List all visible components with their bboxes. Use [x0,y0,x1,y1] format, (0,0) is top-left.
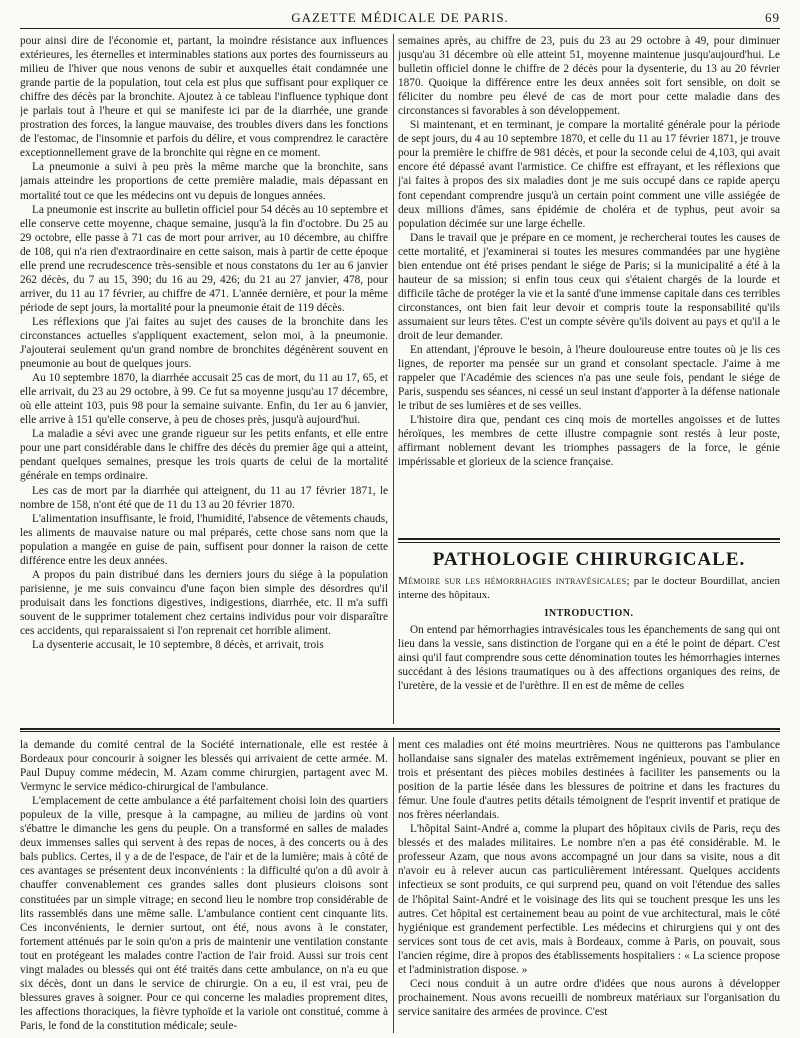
running-head [20,8,780,29]
paragraph: L'hôpital Saint-André a, comme la plupart des hôpitaux civils de Paris, reçu des blessés et des malades militaires. Le nombre n'en a pas été considérable. M. le professeur Azam, que nous avons accompagné un jour dans sa visite, nous a dit n'avoir eu à relever aucun cas particulièrement intéressant. Quelques accidents infectieux se sont produits, ce qui surprend peu, quand on voit l'étendue des salles de l'hôpital Saint-André et le voisinage des lits qui se touchent presque les uns les autres. Cet hôpital est certainement beau au point de vue architectural, mais le côté hygiénique est grandement perfectible. Les médecins et chirurgiens qui y ont des services sont tous de cet avis, mais à Bordeaux, comme à Paris, on pouvait, sous l'ancien régime, dire à propos des établissements hospitaliers : « La science propose et l'administration dispose. » [398,823,780,976]
section-divider [20,728,780,730]
journal-title: GAZETTE MÉDICALE DE PARIS. [291,10,509,25]
paragraph: Les cas de mort par la diarrhée qui atteignent, du 11 au 17 février 1871, le nombre de 158, n'ont été que de 11 du 13 au 20 février 1870. [20,484,388,511]
paragraph: pour ainsi dire de l'économie et, partant, la moindre résistance aux influences extérieures, les éternelles et interminables stations aux portes des fournisseurs au milieu de l'hiver que nous venons de subir et auxquelles était condamnée une grande partie de la population, tout cela est plus que suffisant pour expliquer ce chiffre des décès par la bronchite. Ajoutez à ce tableau l'influence typhique dont je parlais tout à l'heure et qui se manifeste ici par de la diarrhée, une grande prostration des forces, la langue mauvaise, des troubles divers dans les fonctions de l'estomac, de l'insomnie et parfois du délire, et vous comprendrez le caractère exceptionnellement grave de la bronchite qui règne en ce moment. [20,35,388,160]
paragraph: L'alimentation insuffisante, le froid, l'humidité, l'absence de vêtements chauds, les aliments de mauvaise nature ou mal préparés, cette chose sans nom que la population a mangée en guise de pain, suffisent pour donner la raison de cette différence entre les deux années. [20,512,388,567]
paragraph: Au 10 septembre 1870, la diarrhée accusait 25 cas de mort, du 11 au 17, 65, et elle arrivait, du 23 au 29 octobre, à 99. Ce fut sa moyenne jusqu'au 17 décembre, où elle atteint 103, puis 98 pour la semaine suivante. Enfin, du 1er au 6 janvier, elle arrive à 151 qu'elle conserve, à peu de choses près, jusqu'à aujourd'hui. [20,372,388,427]
paragraph: Si maintenant, et en terminant, je compare la mortalité générale pour la période de sept jours, du 4 au 10 septembre 1870, et celle du 11 au 17 février 1871, je trouve pour la première le chiffre de 981 décès, et pour la seconde celui de 4,103, qui avait encore été dépassé avant l'armistice. Ce chiffre est effrayant, et les réflexions que j'ai faites à propos des six maladies dont je me suis occupé dans ce rapide aperçu font cependant comprendre jusqu'à un certain point comment une ville assiégée de deux millions d'âmes, sans épidémie de choléra et de typhus, peut avoir sa population décimée sur une large échelle. [398,119,780,230]
section-heading: PATHOLOGIE CHIRURGICALE. [432,549,746,570]
column-rule-bottom [393,737,394,1033]
paragraph: En attendant, j'éprouve le besoin, à l'heure douloureuse entre toutes où je lis ces lignes, de reporter ma pensée sur un grand et consolant spectacle. J'aime à me rappeler que l'Académie des sciences n'a pas une seule fois, pendant le siége de Paris, suspendu ses séances, ni cessé un seul instant d'apporter à la défense nationale le tribut de ses lumières et de ses veilles. [398,344,780,413]
introduction-heading: INTRODUCTION. [544,608,634,619]
paragraph: ment ces maladies ont été moins meurtrières. Nous ne quitterons pas l'ambulance hollandaise sans signaler des matelas extrêmement ingénieux, pouvant se plier en trois et présentant des pièces mobiles destinées à faciliter les pansements ou la position de la partie lésée dans les blessures de poitrine et dans les fractures du fémur. Une foule d'autres petits détails témoignent de l'esprit inventif et pratique de nos frères néerlandais. [398,739,780,822]
paragraph: L'emplacement de cette ambulance a été parfaitement choisi loin des quartiers populeux de la ville, presque à la campagne, au milieu de jardins où vont s'ébattre le dimanche les gens du peuple. On a transformé en salles de malades deux immenses salles qui servent à des repas de noces, à des concerts ou à des bals publics. Certes, il y a de de l'espace, de l'air et de la lumière; mais à côté de ces avantages se présentent deux inconvénients : la difficulté qu'on a dû avoir à chauffer convenablement ces grandes salles dont plusieurs cloisons sont constituées par un simple vitrage; en second lieu le nombre trop considérable de lits rassemblés dans une même salle. L'ambulance contient cent cinquante lits. Ces inconvénients, le dernier surtout, ont été, nous avons à le constater, fortement atténués par le soin qu'on a pris de maintenir une ventilation constante tout en protégeant les malades contre l'action de l'air froid. Aussi sur trois cent vingt malades ou blessés qui ont été traités dans cette ambulance, on n'a eu que six décès, dont un dans le service de chirurgie. On a eu, il est vrai, peu de blessures graves à soigner. Pour ce qui concerne les maladies proprement dites, les affections thoraciques, la fièvre typhoïde et la variole ont constitué, comme à Paris, le fond de la constitution médicale; seule- [20,795,388,1032]
memoir-title [398,575,780,602]
paragraph: semaines après, au chiffre de 23, puis du 23 au 29 octobre à 49, pour diminuer jusqu'au 31 décembre où elle atteint 51, moyenne maintenue jusqu'aujourd'hui. Le bulletin officiel donne le chiffre de 2 décès pour la dysenterie, du 13 au 20 février 1870. Quoique la différence entre les deux années soit fort sensible, on doit se féliciter du nombre peu élevé de cas de mort pour cette maladie dans des circonstances si favorables à son développement. [398,35,780,118]
paragraph: A propos du pain distribué dans les derniers jours du siége à la population parisienne, je me suis convaincu d'une façon bien simple des désordres qu'il produisait dans les fonctions digestives, indigestions, diarrhée, etc. Il m'a suffi souvent de le supprimer totalement chez certains individus pour voir disparaître ces accidents, qui reparaissaient si l'on reprenait cet horrible aliment. [20,568,388,637]
column-bottom-right [398,738,780,1034]
paragraph: Les réflexions que j'ai faites au sujet des causes de la bronchite dans les circonstances actuelles s'appliquent exactement, selon moi, à la pneumonie. J'ajouterai seulement qu'un grand nombre de bronchites dégénèrent souvent en pneumonie au bout de quelques jours. [20,315,388,371]
column-bottom-left [20,738,388,1034]
paragraph: La dysenterie accusait, le 10 septembre, 8 décès, et arrivait, trois [32,639,324,652]
column-top-right [398,34,780,534]
paragraph: la demande du comité central de la Société internationale, elle est restée à Bordeaux pour concourir à soigner les blessés qui arrivaient de cette armée. M. Paul Dupuy comme médecin, M. Azam comme chirurgien, partagent avec M. Vermync le service médico-chirurgical de l'ambulance. [20,739,388,794]
memoir-author: par le docteur Bourdillat, ancien interne des hôpitaux. [398,575,781,601]
memoir-label: Mémoire sur les hémorrhagies intravésicales; [398,575,630,587]
paragraph: Ceci nous conduit à un autre ordre d'idées que nous aurons à développer prochainement. Nous avons recueilli de nombreux matériaux sur l'organisation du service sanitaire des armées de province. C'est [398,977,780,1018]
page-number: 69 [765,10,780,25]
surgical-pathology-section [398,538,780,726]
section-rule [398,538,780,543]
paragraph: La pneumonie est inscrite au bulletin officiel pour 54 décès au 10 septembre et elle conserve cette moyenne, chaque semaine, jusqu'à la fin d'octobre. Du 25 au 29 octobre, elle passe à 71 cas de mort pour arriver, au 10 décembre, au chiffre de 108, qui n'a rien d'extraordinaire en cette saison, mais à partir de cette époque elle prend une recrudescence très-sensible et nous constatons du 1er au 6 janvier 262 décès, du 7 au 15, 390; du 16 au 29, 426; du 21 au 27 janvier, 478, pour arriver, du 11 au 17 février, au chiffre de 471. L'année dernière, et pour la même période de sept jours, la mortalité pour la pneumonie était de 119 décès. [20,203,388,314]
paragraph: La pneumonie a suivi à peu près la même marche que la bronchite, sans jamais atteindre les proportions de cette première maladie, mais dépassant en mortalité tout ce que les médecins ont vu depuis de longues années. [20,161,388,202]
paragraph: La maladie a sévi avec une grande rigueur sur les petits enfants, et elle entre pour une part considérable dans le chiffre des décès du premier âge qui a atteint, pendant quelques semaines, presque les trois quarts de celui de la mortalité générale en temps ordinaire. [20,428,388,483]
introduction-text: On entend par hémorrhagies intravésicales tous les épanchements de sang qui ont lieu dans la vessie, sans distinction de l'organe qui en a été le point de départ. C'est ainsi qu'il faut comprendre sous cette dénomination toutes les hémorrhagies internes succédant à des lésions traumatiques ou à des affections organiques des reins, de l'uretère, de la vessie et de l'urèthre. Il en est de même de celles [398,624,780,693]
paragraph: L'histoire dira que, pendant ces cinq mois de mortelles angoisses et de luttes héroïques, les membres de cette illustre compagnie sont restés à leur poste, affirmant noblement devant les triomphes passagers de la force, le génie impérissable et glorieux de la science française. [398,414,780,469]
paragraph: Dans le travail que je prépare en ce moment, je rechercherai toutes les causes de cette mortalité, et j'examinerai si toutes les mesures commandées par une hygiène bien entendue ont été prises pendant le siége de Paris; si la municipalité a été à la hauteur de sa mission; si enfin tous ceux qui s'étaient chargés de la lourde et difficile tâche de protéger la vie et la santé d'une immense capitale dans ces terribles circonstances, ont bien fait leur devoir et compris toute la responsabilité qu'ils assumaient sur leurs têtes. C'est un compte sévère qu'ils doivent au pays et qu'il a le droit de leur demander. [398,231,780,342]
section-divider-thin [20,731,780,732]
column-rule-top [393,34,394,724]
column-top-left [20,34,388,724]
